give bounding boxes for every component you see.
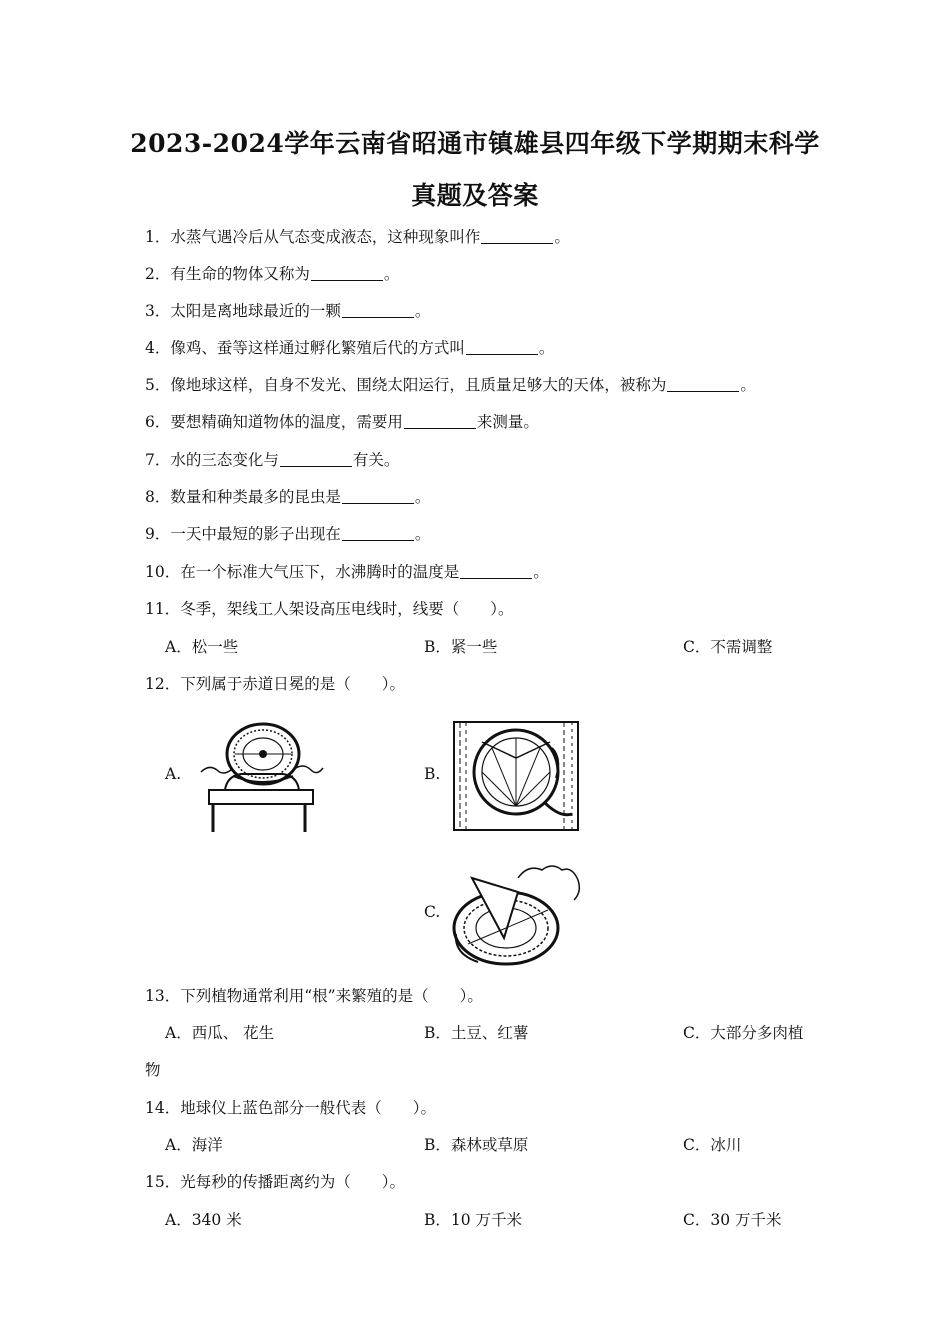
question-4 — [145, 336, 554, 358]
question-text: 4．像鸡、蚕等这样通过孵化繁殖后代的方式叫 — [145, 339, 465, 357]
question-9 — [145, 522, 430, 544]
option-c[interactable]: C．冰川 — [683, 1136, 742, 1154]
question-text-end: 。 — [538, 339, 555, 357]
option-c[interactable]: C．不需调整 — [683, 638, 773, 656]
question-5 — [145, 373, 756, 395]
option-a[interactable]: A．海洋 — [165, 1136, 223, 1154]
question-8 — [145, 485, 430, 507]
option-c[interactable]: C．大部分多肉植 — [683, 1024, 804, 1042]
question-13-stem: 13．下列植物通常利用“根”来繁殖的是（ ）。 — [145, 987, 483, 1005]
question-14-stem: 14．地球仪上蓝色部分一般代表（ ）。 — [145, 1099, 436, 1117]
answer-blank[interactable] — [460, 577, 532, 579]
question-text: 10．在一个标准大气压下，水沸腾时的温度是 — [145, 563, 460, 581]
page-title-line1: 2023-2024学年云南省昭通市镇雄县四年级下学期期末科学 — [130, 129, 820, 158]
question-11-stem: 11．冬季，架线工人架设高压电线时，线要（ ）。 — [145, 600, 514, 618]
question-text: 7．水的三态变化与 — [145, 451, 279, 469]
question-10 — [145, 560, 549, 582]
answer-blank[interactable] — [667, 390, 739, 392]
question-text: 1．水蒸气遇冷后从气态变成液态，这种现象叫作 — [145, 228, 481, 246]
option-a[interactable]: A．松一些 — [165, 638, 239, 656]
answer-blank[interactable] — [481, 242, 553, 244]
question-7 — [145, 448, 399, 470]
answer-blank[interactable] — [466, 353, 538, 355]
option-c-continuation: 物 — [145, 1061, 161, 1079]
option-b[interactable]: B. — [424, 765, 441, 783]
page-title-line2: 真题及答案 — [411, 181, 539, 210]
question-text-end: 。 — [533, 563, 549, 581]
answer-blank[interactable] — [342, 502, 414, 504]
question-12-stem: 12．下列属于赤道日冕的是（ ）。 — [145, 675, 405, 693]
option-c[interactable]: C．30 万千米 — [683, 1211, 782, 1229]
option-b[interactable]: B．土豆、红薯 — [424, 1024, 529, 1042]
question-2 — [145, 262, 399, 284]
option-a[interactable]: A．西瓜、 花生 — [165, 1024, 275, 1042]
question-text: 6．要想精确知道物体的温度，需要用 — [145, 413, 403, 431]
question-text: 9．一天中最短的影子出现在 — [145, 525, 341, 543]
answer-blank[interactable] — [342, 316, 414, 318]
sundial-b-image — [452, 718, 582, 836]
answer-blank[interactable] — [311, 279, 383, 281]
question-text-end: 。 — [414, 302, 431, 320]
question-text-end: 。 — [554, 228, 570, 246]
question-text: 5．像地球这样，自身不发光、围绕太阳运行，且质量足够大的天体，被称为 — [145, 376, 667, 394]
question-1 — [145, 225, 570, 247]
question-text-end: 。 — [414, 525, 431, 543]
question-text-end: 来测量。 — [476, 413, 539, 431]
question-text-end: 。 — [740, 376, 756, 394]
option-b[interactable]: B．10 万千米 — [424, 1211, 523, 1229]
question-text-end: 有关。 — [352, 451, 400, 469]
question-text-end: 。 — [414, 488, 431, 506]
option-a[interactable]: A．340 米 — [165, 1211, 242, 1229]
option-a[interactable]: A. — [165, 765, 182, 783]
answer-blank[interactable] — [342, 539, 414, 541]
option-c[interactable]: C. — [424, 903, 441, 921]
sundial-c-image — [448, 858, 582, 970]
option-b[interactable]: B．森林或草原 — [424, 1136, 529, 1154]
question-3 — [145, 299, 430, 321]
question-6 — [145, 410, 539, 432]
question-text: 8．数量和种类最多的昆虫是 — [145, 488, 341, 506]
option-b[interactable]: B．紧一些 — [424, 638, 498, 656]
answer-blank[interactable] — [280, 465, 352, 467]
sundial-a-image — [195, 718, 325, 836]
question-text: 2．有生命的物体又称为 — [145, 265, 310, 283]
question-text-end: 。 — [383, 265, 400, 283]
answer-blank[interactable] — [404, 427, 476, 429]
question-15-stem: 15．光每秒的传播距离约为（ ）。 — [145, 1173, 405, 1191]
question-text: 3．太阳是离地球最近的一颗 — [145, 302, 341, 320]
